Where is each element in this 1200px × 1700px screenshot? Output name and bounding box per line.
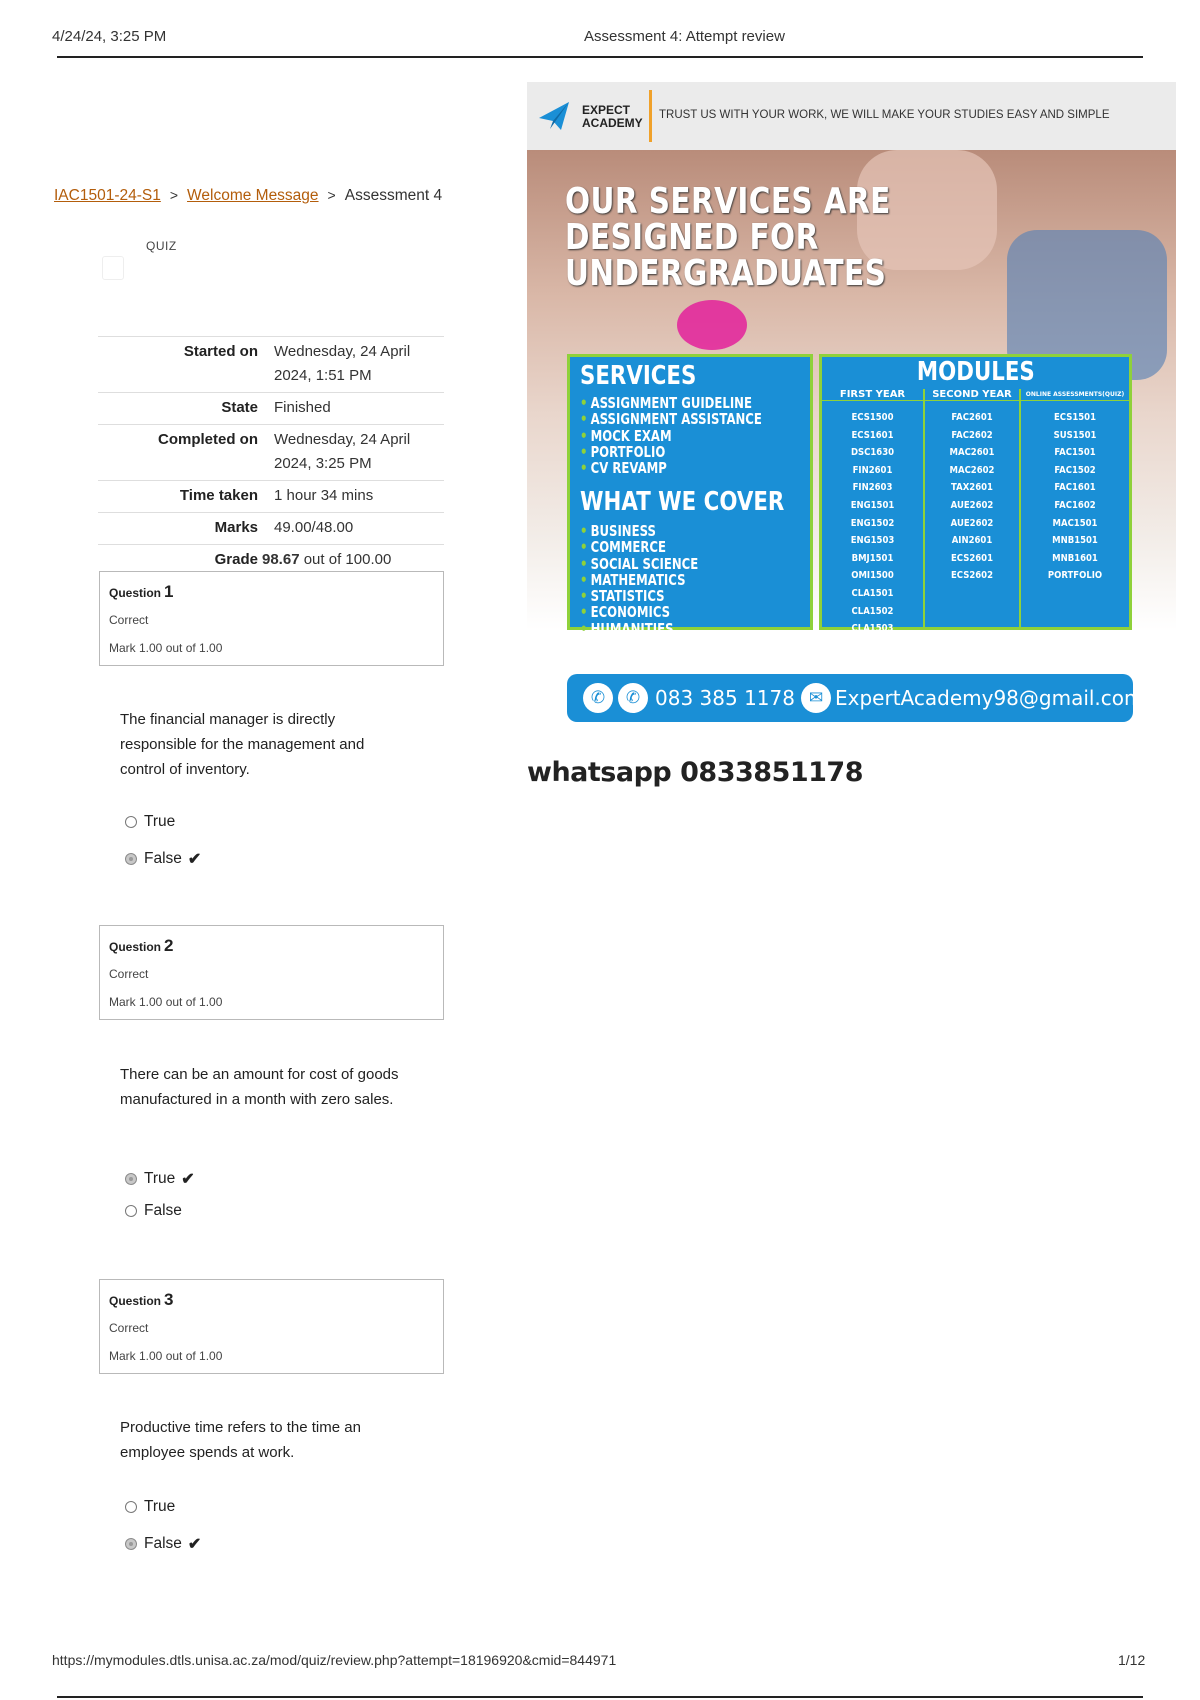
cover-item: • MATHEMATICS: [580, 570, 686, 589]
summary-label: Started on: [98, 337, 274, 393]
ad-header: [527, 82, 1176, 150]
whatsapp-note: whatsapp 0833851178: [527, 757, 864, 788]
activity-type-label: QUIZ: [146, 239, 177, 253]
service-item: • ASSIGNMENT GUIDELINE: [580, 394, 752, 412]
radio-button[interactable]: [125, 1501, 137, 1513]
footer-rule: [57, 1696, 1143, 1698]
services-panel: [567, 354, 813, 638]
header-rule: [57, 56, 1143, 58]
summary-value: 1 hour 34 mins: [274, 481, 444, 513]
radio-button[interactable]: [125, 1205, 137, 1217]
print-url: https://mymodules.dtls.unisa.ac.za/mod/quiz/review.php?attempt=18196920&cmid=844971: [52, 1652, 617, 1668]
question-text: Productive time refers to the time an employee spends at work.: [120, 1419, 361, 1461]
radio-button[interactable]: [125, 1173, 137, 1185]
answer-option-false[interactable]: [125, 1202, 182, 1220]
question-status: Correct: [109, 613, 149, 627]
summary-row-completed: [98, 425, 444, 481]
contact-bar: [567, 674, 1144, 722]
brand-divider: [649, 90, 652, 142]
correct-check-icon: ✔: [187, 851, 202, 868]
correct-check-icon: ✔: [187, 1536, 202, 1553]
answer-option-true[interactable]: [125, 1498, 175, 1516]
summary-row-state: [98, 393, 444, 425]
cover-title: WHAT WE COVER: [580, 487, 785, 517]
question-mark: Mark 1.00 out of 1.00: [109, 995, 223, 1009]
radio-button[interactable]: [125, 816, 137, 828]
ad-headline: OUR SERVICES ARE DESIGNED FOR UNDERGRADUATES: [565, 181, 891, 294]
summary-row-time-taken: [98, 481, 444, 513]
modules-second-year: SECOND YEAR FAC2601 FAC2602 MAC2601 MAC2602 TAX2601 AUE2602 AUE2602 AIN2601 ECS2601 ECS2602: [925, 389, 1021, 627]
print-page-title: Assessment 4: Attempt review: [584, 28, 785, 45]
breadcrumb: [54, 187, 442, 205]
option-label: True: [144, 1170, 176, 1187]
service-item: • ASSIGNMENT ASSISTANCE: [580, 410, 762, 429]
question-mark: Mark 1.00 out of 1.00: [109, 1349, 223, 1363]
summary-row-marks: [98, 513, 444, 545]
summary-value: Wednesday, 24 April 2024, 3:25 PM: [274, 425, 444, 481]
print-page-counter: 1/12: [1118, 1652, 1146, 1668]
contact-phone: 083 385 1178: [655, 686, 795, 710]
paper-plane-icon: [539, 102, 569, 130]
question-info-box: [99, 571, 444, 666]
option-label: False: [144, 1202, 182, 1219]
answer-option-false[interactable]: [125, 849, 201, 869]
summary-label: Time taken: [98, 481, 274, 513]
radio-button[interactable]: [125, 853, 137, 865]
cover-list: [580, 523, 732, 637]
question-mark: Mark 1.00 out of 1.00: [109, 641, 223, 655]
cover-item: • COMMERCE: [580, 538, 667, 557]
answer-option-false[interactable]: [125, 1534, 201, 1554]
email-icon: ✉: [801, 683, 831, 713]
whatsapp-icon: ✆: [618, 683, 648, 713]
ad-tagline: TRUST US WITH YOUR WORK, WE WILL MAKE YOUR STUDIES EASY AND SIMPLE: [659, 109, 1110, 121]
grade-label: Grade: [214, 551, 258, 568]
answer-option-true[interactable]: [125, 813, 175, 831]
breadcrumb-current: Assessment 4: [344, 187, 443, 204]
question-number: Question 1: [109, 582, 174, 601]
modules-title: MODULES: [916, 357, 1035, 387]
cover-item: • BUSINESS: [580, 522, 656, 540]
service-item: • CV REVAMP: [580, 459, 667, 478]
cover-item: • ECONOMICS: [580, 603, 671, 622]
option-label: False: [144, 850, 182, 867]
advertisement-banner: [527, 82, 1176, 727]
brand-logo-text: EXPECT ACADEMY: [582, 103, 643, 130]
summary-value: Wednesday, 24 April 2024, 1:51 PM: [274, 337, 444, 393]
question-info-box: [99, 925, 444, 1020]
breadcrumb-separator: >: [169, 187, 179, 203]
correct-check-icon: ✔: [181, 1171, 195, 1188]
services-title: SERVICES: [580, 361, 697, 391]
summary-label: Marks: [98, 513, 274, 545]
summary-label: Completed on: [98, 425, 274, 481]
service-item: • PORTFOLIO: [580, 442, 666, 461]
print-datetime: 4/24/24, 3:25 PM: [52, 28, 167, 45]
pink-object: [677, 300, 747, 350]
question-number: Question 3: [109, 1290, 174, 1309]
phone-icon: ✆: [583, 683, 613, 713]
question-text: There can be an amount for cost of goods manufactured in a month with zero sales.: [120, 1066, 399, 1108]
cover-item: • HUMANITIES: [580, 619, 674, 638]
grade-value: 98.67: [262, 551, 300, 568]
attempt-summary-table: [98, 336, 444, 576]
modules-online-assessments: ONLINE ASSESSMENTS(QUIZ) ECS1501 SUS1501 FAC1501 FAC1502 FAC1601 FAC1602 MAC1501 MNB1501 MNB1601 PORTFOLIO: [1021, 389, 1129, 627]
quiz-icon: [102, 256, 124, 280]
option-label: True: [144, 1498, 176, 1515]
option-label: False: [144, 1535, 182, 1552]
summary-value: 49.00/48.00: [274, 513, 444, 545]
breadcrumb-separator: >: [327, 187, 336, 203]
summary-value: Finished: [274, 393, 444, 425]
cover-item: • STATISTICS: [580, 587, 665, 606]
breadcrumb-course-link[interactable]: IAC1501-24-S1: [54, 187, 161, 204]
breadcrumb-welcome-link[interactable]: Welcome Message: [187, 187, 319, 204]
radio-button[interactable]: [125, 1538, 137, 1550]
option-label: True: [144, 813, 176, 830]
service-item: • MOCK EXAM: [580, 426, 672, 445]
question-text: The financial manager is directly responsible for the management and control of inventory.: [120, 711, 365, 778]
question-info-box: [99, 1279, 444, 1374]
services-list: [580, 395, 813, 476]
summary-label: State: [98, 393, 274, 425]
question-status: Correct: [109, 967, 149, 981]
grade-suffix: out of 100.00: [303, 551, 392, 568]
summary-row-started: [98, 337, 444, 393]
question-number: Question 2: [109, 936, 174, 955]
cover-item: • SOCIAL SCIENCE: [580, 554, 699, 573]
modules-table: [822, 389, 1129, 635]
contact-email: ExpertAcademy98@gmail.com: [835, 686, 1144, 710]
question-status: Correct: [109, 1321, 149, 1335]
answer-option-true[interactable]: [125, 1169, 195, 1189]
modules-panel: [819, 354, 1132, 635]
modules-first-year: FIRST YEAR ECS1500 ECS1601 DSC1630 FIN2601 FIN2603 ENG1501 ENG1502 ENG1503 BMJ1501 OMI1500 CLA1501 CLA1502 CLA1503: [822, 389, 925, 627]
